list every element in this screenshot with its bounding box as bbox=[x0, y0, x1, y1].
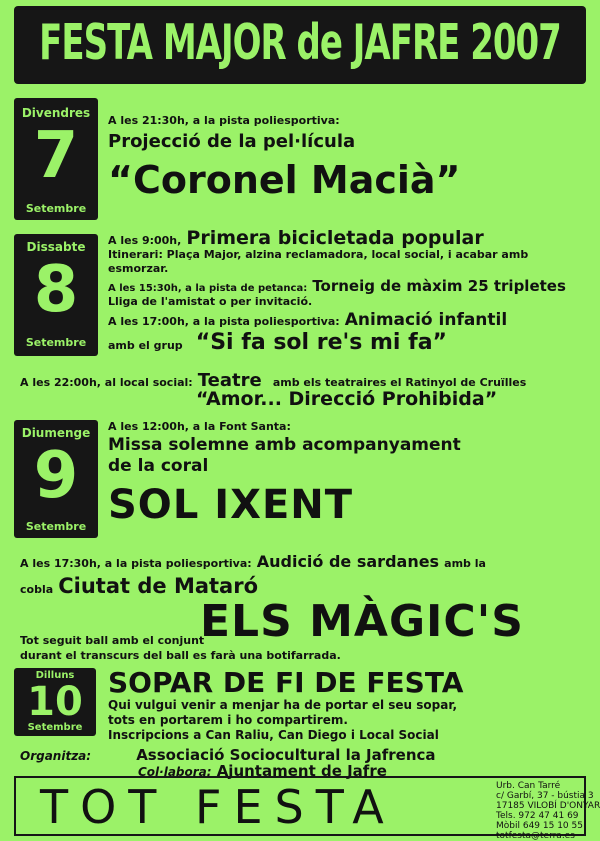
sun-event2: de la coral bbox=[108, 456, 209, 476]
day-month: Setembre bbox=[25, 202, 87, 215]
sun-cobla-word: cobla bbox=[20, 583, 54, 596]
day-name: Dilluns bbox=[35, 670, 75, 681]
day-box-friday bbox=[14, 98, 98, 220]
day-box-saturday bbox=[14, 234, 98, 356]
sat-anim-event: Animació infantil bbox=[344, 310, 508, 330]
sat-bike-time: A les 9:00h, bbox=[108, 234, 182, 247]
sun-sard-with: amb la bbox=[444, 557, 486, 570]
day-month: Setembre bbox=[25, 336, 87, 349]
sat-theatre-with: amb els teatraires el Ratinyol de Cruïlles bbox=[272, 376, 527, 389]
sat-theatre-event: Teatre bbox=[197, 370, 262, 391]
day-name: Diumenge bbox=[21, 426, 91, 440]
contact-line: totfesta@terra.es bbox=[496, 831, 575, 841]
contact-line: Mòbil 649 15 10 55 bbox=[496, 821, 583, 831]
sat-petanca-line bbox=[108, 276, 566, 295]
day-number: 8 bbox=[33, 253, 79, 327]
contact-line: c/ Garbí, 37 - bústia 3 bbox=[496, 791, 594, 801]
org-label: Organitza: bbox=[20, 749, 92, 763]
sat-bike-route1: Itinerari: Plaça Major, alzina reclamadora, local social, i acabar amb bbox=[108, 248, 529, 261]
day-month: Setembre bbox=[27, 722, 83, 733]
day-month: Setembre bbox=[25, 520, 87, 533]
sat-pet-time: A les 15:30h, a la pista de petanca: bbox=[108, 283, 308, 294]
sun-sard-event: Audició de sardanes bbox=[256, 552, 440, 571]
day-number: 10 bbox=[27, 679, 83, 725]
mon-d1: Qui vulgui venir a menjar ha de portar el seu sopar, bbox=[108, 698, 458, 712]
poster-title: FESTA MAJOR de JAFRE 2007 bbox=[39, 14, 561, 72]
contact-line: Urb. Can Tarré bbox=[496, 781, 561, 791]
fri-event: Projecció de la pel·lícula bbox=[108, 131, 356, 152]
sun-cobla-line bbox=[20, 574, 258, 598]
footer-brand: TOT FESTA bbox=[40, 780, 396, 834]
fri-film: “Coronel Macià” bbox=[108, 158, 461, 202]
sat-bike-event: Primera bicicletada popular bbox=[186, 227, 484, 249]
sat-anim-group-line bbox=[108, 330, 447, 355]
sun-cobla-name: Ciutat de Mataró bbox=[58, 574, 259, 598]
sun-ball1: Tot seguit ball amb el conjunt bbox=[20, 634, 205, 647]
sat-anim-group: amb el grup bbox=[108, 339, 183, 352]
sun-time: A les 12:00h, a la Font Santa: bbox=[108, 420, 291, 433]
sun-ball2: durant el transcurs del ball es farà una botifarrada. bbox=[20, 649, 341, 662]
sat-bike-route2: esmorzar. bbox=[108, 262, 169, 275]
sat-bike-line bbox=[108, 227, 484, 249]
sun-sardanes-line bbox=[20, 552, 486, 571]
footer-contact bbox=[496, 781, 600, 841]
mon-d2: tots en portarem i ho compartirem. bbox=[108, 713, 348, 727]
day-box-sunday bbox=[14, 420, 98, 538]
sat-theatre-title: “Amor... Direcció Prohibida” bbox=[196, 388, 498, 410]
contact-line: Tels. 972 47 41 69 bbox=[496, 811, 579, 821]
sun-band: ELS MÀGIC'S bbox=[200, 596, 524, 647]
sat-pet-event: Torneig de màxim 25 tripletes bbox=[312, 277, 566, 295]
sun-event1: Missa solemne amb acompanyament bbox=[108, 435, 461, 455]
fri-time: A les 21:30h, a la pista poliesportiva: bbox=[108, 114, 340, 127]
sat-anim-band: “Si fa sol re's mi fa” bbox=[195, 330, 447, 355]
mon-d3: Inscripcions a Can Raliu, Can Diego i Local Social bbox=[108, 728, 439, 742]
sat-anim-line bbox=[108, 310, 507, 330]
day-number: 9 bbox=[33, 439, 79, 513]
sat-theatre-time: A les 22:00h, al local social: bbox=[20, 376, 193, 389]
day-name: Dissabte bbox=[26, 240, 86, 254]
col-name: Ajuntament de Jafre bbox=[216, 762, 387, 780]
mon-event: SOPAR DE FI DE FESTA bbox=[108, 666, 464, 699]
sun-sard-time: A les 17:30h, a la pista poliesportiva: bbox=[20, 557, 252, 570]
contact-line: 17185 VILOBÍ D'ONYAR bbox=[496, 801, 600, 811]
day-name: Divendres bbox=[21, 106, 91, 120]
sat-pet-note: Lliga de l'amistat o per invitació. bbox=[108, 295, 313, 308]
day-number: 7 bbox=[33, 119, 79, 193]
col-label: Col·labora: bbox=[138, 765, 212, 779]
day-box-monday bbox=[14, 668, 96, 736]
org-name: Associació Sociocultural la Jafrenca bbox=[136, 746, 436, 764]
sun-choir: SOL IXENT bbox=[108, 482, 354, 528]
sat-anim-time: A les 17:00h, a la pista poliesportiva: bbox=[108, 315, 340, 328]
